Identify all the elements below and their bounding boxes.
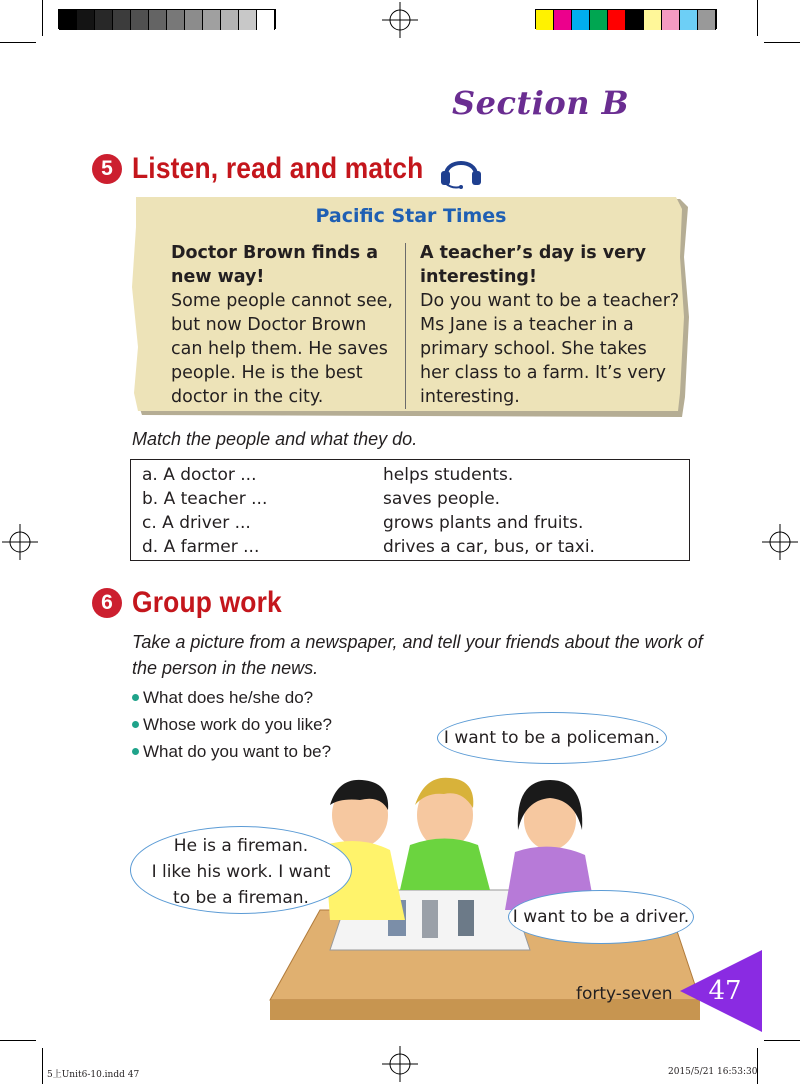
- page-word: forty-seven: [576, 984, 673, 1004]
- color-swatch: [167, 10, 185, 30]
- file-info: 5上Unit6-10.indd 47: [47, 1070, 140, 1080]
- color-swatch: [554, 10, 572, 30]
- color-swatch: [626, 10, 644, 30]
- color-swatch: [185, 10, 203, 30]
- bubble-line: I like his work. I want: [151, 862, 331, 882]
- color-swatch: [113, 10, 131, 30]
- match-row: [131, 487, 689, 511]
- bullet-icon: [132, 721, 139, 728]
- color-swatch: [536, 10, 554, 30]
- exercise-number: 6: [92, 588, 122, 618]
- match-table: [130, 459, 690, 561]
- speech-bubble-fireman: [130, 826, 352, 914]
- color-swatch: [59, 10, 77, 30]
- match-row: [131, 535, 689, 559]
- left-body: Some people cannot see, but now Doctor Brown can help them. He saves people. He is the best doctor in the city.: [171, 291, 393, 407]
- newspaper-name: Pacific Star Times: [315, 205, 507, 227]
- match-action: drives a car, bus, or taxi.: [383, 537, 595, 557]
- color-swatch: [680, 10, 698, 30]
- color-swatch: [662, 10, 680, 30]
- list-item: [132, 711, 332, 738]
- color-swatch: [203, 10, 221, 30]
- speech-bubble-policeman: I want to be a policeman.: [437, 712, 667, 764]
- exercise-6-heading: [92, 586, 302, 620]
- color-bar: [535, 9, 717, 29]
- crop-mark: [0, 42, 36, 43]
- color-swatch: [95, 10, 113, 30]
- color-swatch: [644, 10, 662, 30]
- color-swatch: [257, 10, 275, 30]
- left-article: [171, 241, 403, 409]
- crop-mark: [42, 1048, 43, 1084]
- crop-mark: [0, 1040, 36, 1041]
- color-swatch: [149, 10, 167, 30]
- gray-color-bar: [58, 9, 276, 29]
- match-person: d. A farmer ...: [142, 537, 260, 557]
- exercise-number: 5: [92, 154, 122, 184]
- registration-mark: [382, 1046, 418, 1082]
- bullet-icon: [132, 748, 139, 755]
- question-text: Whose work do you like?: [143, 715, 332, 734]
- color-swatch: [77, 10, 95, 30]
- exercise-title: Listen, read and match: [132, 152, 424, 185]
- color-swatch: [608, 10, 626, 30]
- list-item: [132, 684, 332, 711]
- section-title: Section B: [452, 84, 630, 122]
- right-headline: A teacher’s day is very interesting!: [420, 243, 647, 287]
- crop-mark: [42, 0, 43, 36]
- timestamp: 2015/5/21 16:53:30: [668, 1067, 758, 1077]
- match-person: b. A teacher ...: [142, 489, 268, 509]
- exercise-5-heading: [92, 152, 463, 186]
- color-swatch: [572, 10, 590, 30]
- color-swatch: [590, 10, 608, 30]
- match-person: a. A doctor ...: [142, 465, 257, 485]
- page-number: 47: [708, 976, 742, 1006]
- newspaper-panel: [132, 197, 690, 419]
- match-instruction: Match the people and what they do.: [132, 429, 418, 449]
- headphones-icon: [438, 149, 484, 189]
- color-swatch: [698, 10, 716, 30]
- crop-mark: [757, 1048, 758, 1084]
- match-person: c. A driver ...: [142, 513, 251, 533]
- registration-mark: [762, 524, 798, 560]
- crop-mark: [764, 1040, 800, 1041]
- right-body: Do you want to be a teacher? Ms Jane is a teacher in a primary school. She takes her class to a farm. It’s very interesting.: [420, 291, 680, 407]
- bubble-line: to be a fireman.: [173, 888, 309, 908]
- bubble-line: He is a fireman.: [173, 836, 309, 856]
- right-article: [420, 241, 680, 409]
- color-swatch: [221, 10, 239, 30]
- column-divider: [405, 243, 406, 409]
- question-text: What do you want to be?: [143, 742, 332, 761]
- speech-bubble-driver: I want to be a driver.: [508, 890, 694, 944]
- color-swatch: [131, 10, 149, 30]
- match-action: helps students.: [383, 465, 514, 485]
- color-swatch: [239, 10, 257, 30]
- match-action: saves people.: [383, 489, 501, 509]
- match-action: grows plants and fruits.: [383, 513, 584, 533]
- question-text: What does he/she do?: [143, 688, 314, 707]
- match-row: [131, 511, 689, 535]
- left-headline: Doctor Brown finds a new way!: [171, 243, 379, 287]
- question-list: [132, 684, 332, 765]
- registration-mark: [382, 2, 418, 38]
- registration-mark: [2, 524, 38, 560]
- crop-mark: [764, 42, 800, 43]
- match-row: [131, 463, 689, 487]
- bullet-icon: [132, 694, 139, 701]
- crop-mark: [757, 0, 758, 36]
- exercise-title: Group work: [132, 586, 282, 619]
- group-work-instruction: Take a picture from a newspaper, and tell your friends about the work of the person in the news.: [132, 632, 703, 678]
